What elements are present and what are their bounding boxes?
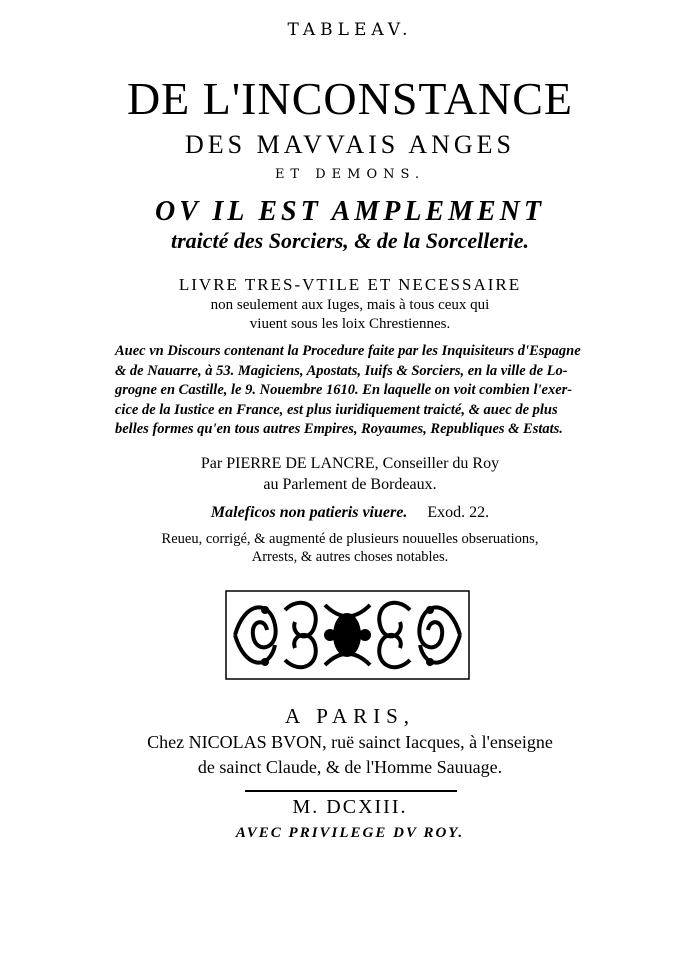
discourse-paragraph [115,342,581,440]
discourse-line: & de Nauarre, à 53. Magiciens, Apostats, Iuifs & Sorciers, en la ville de Lo- [115,362,568,379]
imprint-place: A PARIS, [284,704,416,728]
description-line-2: non seulement aux Iuges, mais à tous ceux qui [210,297,490,313]
title-line-tableau: TABLEAV. [287,20,413,40]
publisher-line-2: de sainct Claude, & de l'Homme Sauuage. [197,757,503,777]
discourse-line: grogne en Castille, le 9. Nouembre 1610. En laquelle on voit combien l'exer- [115,382,573,398]
discourse-line: Auec vn Discours contenant la Procedure faite par les Inquisiteurs d'Espagne [115,343,581,359]
title-main: DE L'INCONSTANCE [126,73,574,124]
edition-line-2: Arrests, & autres choses notables. [251,549,449,565]
divider-rule [245,790,457,792]
title-line-anges: DES MAVVAIS ANGES [185,130,515,159]
discourse-line: cice de la Iustice en France, est plus iuridiquement traicté, & auec de plus [115,401,558,418]
description-line-3: viuent sous les loix Chrestiennes. [249,316,451,332]
subtitle-line-2: traicté des Sorciers, & de la Sorcellerie. [170,228,530,253]
imprint-year: M. DCXIII. [292,796,408,818]
publisher-line-1: Chez NICOLAS BVON, ruë sainct Iacques, à l'enseigne [147,732,553,752]
epigraph-text: Maleficos non patieris viuere. [210,504,408,521]
epigraph [0,505,700,521]
description-line-1: LIVRE TRES-VTILE ET NECESSAIRE [178,275,522,294]
epigraph-reference: Exod. 22. [427,504,490,521]
edition-line-1: Reueu, corrigé, & augmenté de plusieurs nouuelles obseruations, [161,531,539,547]
discourse-line: belles formes qu'en tous autres Empires, Royaumes, Republiques & Estats. [115,421,563,437]
author-line-1: Par PIERRE DE LANCRE, Conseiller du Roy [200,455,500,472]
subtitle-line-1: OV IL EST AMPLEMENT [154,196,545,227]
author-line-2: au Parlement de Bordeaux. [263,476,437,493]
printers-ornament [225,590,470,680]
title-line-demons: ET DEMONS. [274,167,426,182]
royal-privilege: AVEC PRIVILEGE DV ROY. [235,825,465,841]
